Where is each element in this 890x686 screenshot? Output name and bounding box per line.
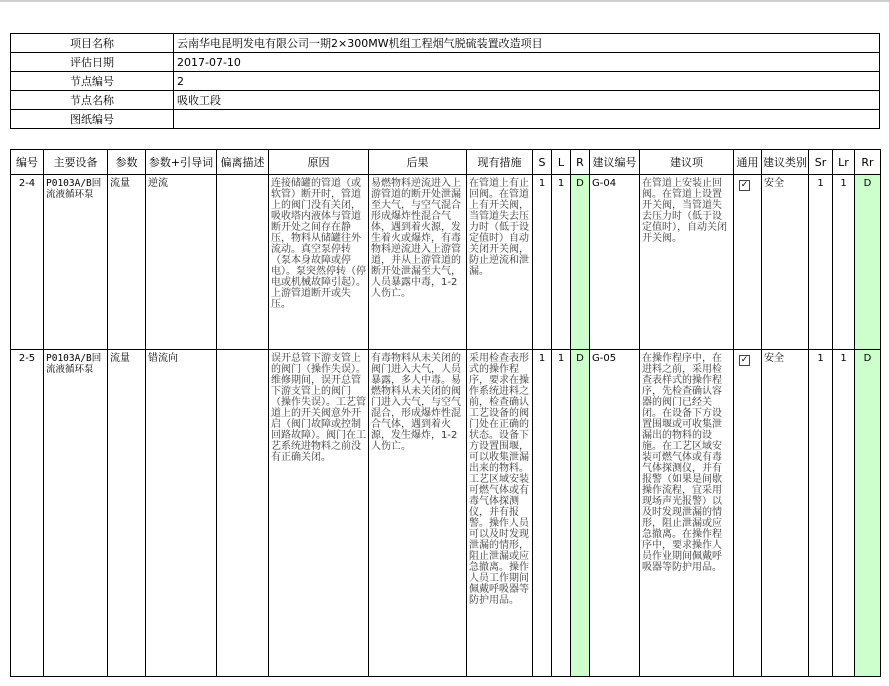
info-label-date: 评估日期 <box>11 53 174 72</box>
info-label-node-name: 节点名称 <box>11 91 174 110</box>
header-category: 建议类别 <box>762 150 809 175</box>
cell-equipment: P0103A/B回流液循环泵 <box>44 350 108 677</box>
info-row <box>11 34 880 53</box>
header-deviation: 偏离描述 <box>217 150 269 175</box>
info-label-drawing: 图纸编号 <box>11 110 174 129</box>
header-s: S <box>533 150 552 175</box>
table-row <box>11 175 881 350</box>
cell-recommendation: 在操作程序中，在进料之前，采用检查表样式的操作程序，先检查确认容器的阀门已经关闭。在设备下方设置围堰或可收集泄漏出的物料的设施。在工艺区域安装可燃气体或有毒气体探测仪，并有报警（如果是间歇操作流程，宜采用现场声光报警）以及时发现泄漏的情形，阻止泄漏或应急撤离。在操作程序中，要求操作人员作业期间佩戴呼吸器等防护用品。 <box>640 350 734 677</box>
cell-id: 2-5 <box>11 350 44 677</box>
cell-id: 2-4 <box>11 175 44 350</box>
cell-l: 1 <box>552 350 571 677</box>
info-row <box>11 72 880 91</box>
cell-param: 流量 <box>108 175 146 350</box>
cell-measures: 在管道上有止回阀。在管道上有开关阀，当管道失去压力时（低于设定值时）自动关闭开关阀，防止逆流和泄漏。 <box>467 175 533 350</box>
cell-rec-id: G-05 <box>590 350 640 677</box>
cell-common <box>734 175 762 350</box>
header-lr: Lr <box>833 150 855 175</box>
header-param: 参数 <box>108 150 146 175</box>
header-r: R <box>571 150 590 175</box>
cell-consequence: 有毒物料从未关闭的阀门进入大气，人员暴露，多人中毒。易燃物料从未关闭的阀门进入大气，与空气混合，形成爆炸性混合气体，遇到着火源，发生爆炸，1-2人伤亡。 <box>369 350 467 677</box>
cell-lr: 1 <box>833 350 855 677</box>
cell-cause: 误开总管下游支管上的阀门（操作失误）。维修期间，误开总管下游支管上的阀门（操作失误）。工艺管道上的开关阀意外开启（阀门故障或控制回路故障）。阀门在工艺系统进物料之前没有正确关闭。 <box>269 350 369 677</box>
cell-equipment: P0103A/B回流液循环泵 <box>44 175 108 350</box>
info-row <box>11 53 880 72</box>
header-rr: Rr <box>855 150 881 175</box>
header-equipment: 主要设备 <box>44 150 108 175</box>
cell-category: 安全 <box>762 350 809 677</box>
header-sr: Sr <box>809 150 833 175</box>
cell-guideword: 逆流 <box>146 175 217 350</box>
header-recommendation: 建议项 <box>640 150 734 175</box>
cell-deviation <box>217 175 269 350</box>
cell-rr: D <box>855 175 881 350</box>
cell-sr: 1 <box>809 350 833 677</box>
header-guideword: 参数+引导词 <box>146 150 217 175</box>
cell-s: 1 <box>533 350 552 677</box>
cell-consequence: 易燃物料逆流进入上游管道的断开处泄漏至大气，与空气混合形成爆炸性混合气体，遇到着火源，发生着火或爆炸，有毒物料逆流进入上游管道，并从上游管道的断开处泄漏至大气，人员暴露中毒，1-2人伤亡。 <box>369 175 467 350</box>
cell-param: 流量 <box>108 350 146 677</box>
top-divider <box>0 0 890 2</box>
cell-guideword: 错流向 <box>146 350 217 677</box>
cell-recommendation: 在管道上安装止回阀。在管道上设置开关阀，当管道失去压力时（低于设定值时），自动关闭开关阀。 <box>640 175 734 350</box>
header-measures: 现有措施 <box>467 150 533 175</box>
header-rec-id: 建议编号 <box>590 150 640 175</box>
info-value-project: 云南华电昆明发电有限公司一期2×300MW机组工程烟气脱硫装置改造项目 <box>174 34 880 53</box>
cell-r: D <box>571 350 590 677</box>
cell-rec-id: G-04 <box>590 175 640 350</box>
info-label-project: 项目名称 <box>11 34 174 53</box>
header-consequence: 后果 <box>369 150 467 175</box>
header-common: 通用 <box>734 150 762 175</box>
cell-deviation <box>217 350 269 677</box>
cell-rr: D <box>855 350 881 677</box>
cell-cause: 连接储罐的管道（或软管）断开时，管道上的阀门没有关闭，吸收塔内液体与管道断开处之间存在静压，物料从储罐往外流动。真空泵停转（泵本身故障或停电）。泵突然停转（停电或机械故障引起）。上游管道断开或失压。 <box>269 175 369 350</box>
cell-s: 1 <box>533 175 552 350</box>
cell-common <box>734 350 762 677</box>
header-row <box>11 150 881 175</box>
common-checkbox[interactable]: ✓ <box>740 355 749 365</box>
cell-sr: 1 <box>809 175 833 350</box>
table-row <box>11 350 881 677</box>
info-row <box>11 110 880 129</box>
hazop-table <box>10 149 881 677</box>
info-value-date: 2017-07-10 <box>174 53 880 72</box>
cell-lr: 1 <box>833 175 855 350</box>
info-row <box>11 91 880 110</box>
header-id: 编号 <box>11 150 44 175</box>
cell-l: 1 <box>552 175 571 350</box>
info-value-node-id: 2 <box>174 72 880 91</box>
info-label-node-id: 节点编号 <box>11 72 174 91</box>
info-value-drawing <box>174 110 880 129</box>
header-l: L <box>552 150 571 175</box>
info-value-node-name: 吸收工段 <box>174 91 880 110</box>
cell-measures: 采用检查表形式的操作程序，要求在操作系统进料之前，检查确认工艺设备的阀门处在正确的状态。设备下方设置围堰，可以收集泄漏出来的物料。工艺区域安装可燃气体或有毒气体探测仪，并有报警。操作人员可以及时发现泄漏的情形，阻止泄漏或应急撤离。操作人员工作期间佩戴呼吸器等防护用品。 <box>467 350 533 677</box>
cell-category: 安全 <box>762 175 809 350</box>
project-info-table <box>10 33 880 129</box>
header-cause: 原因 <box>269 150 369 175</box>
common-checkbox[interactable]: ✓ <box>740 180 749 190</box>
cell-r: D <box>571 175 590 350</box>
